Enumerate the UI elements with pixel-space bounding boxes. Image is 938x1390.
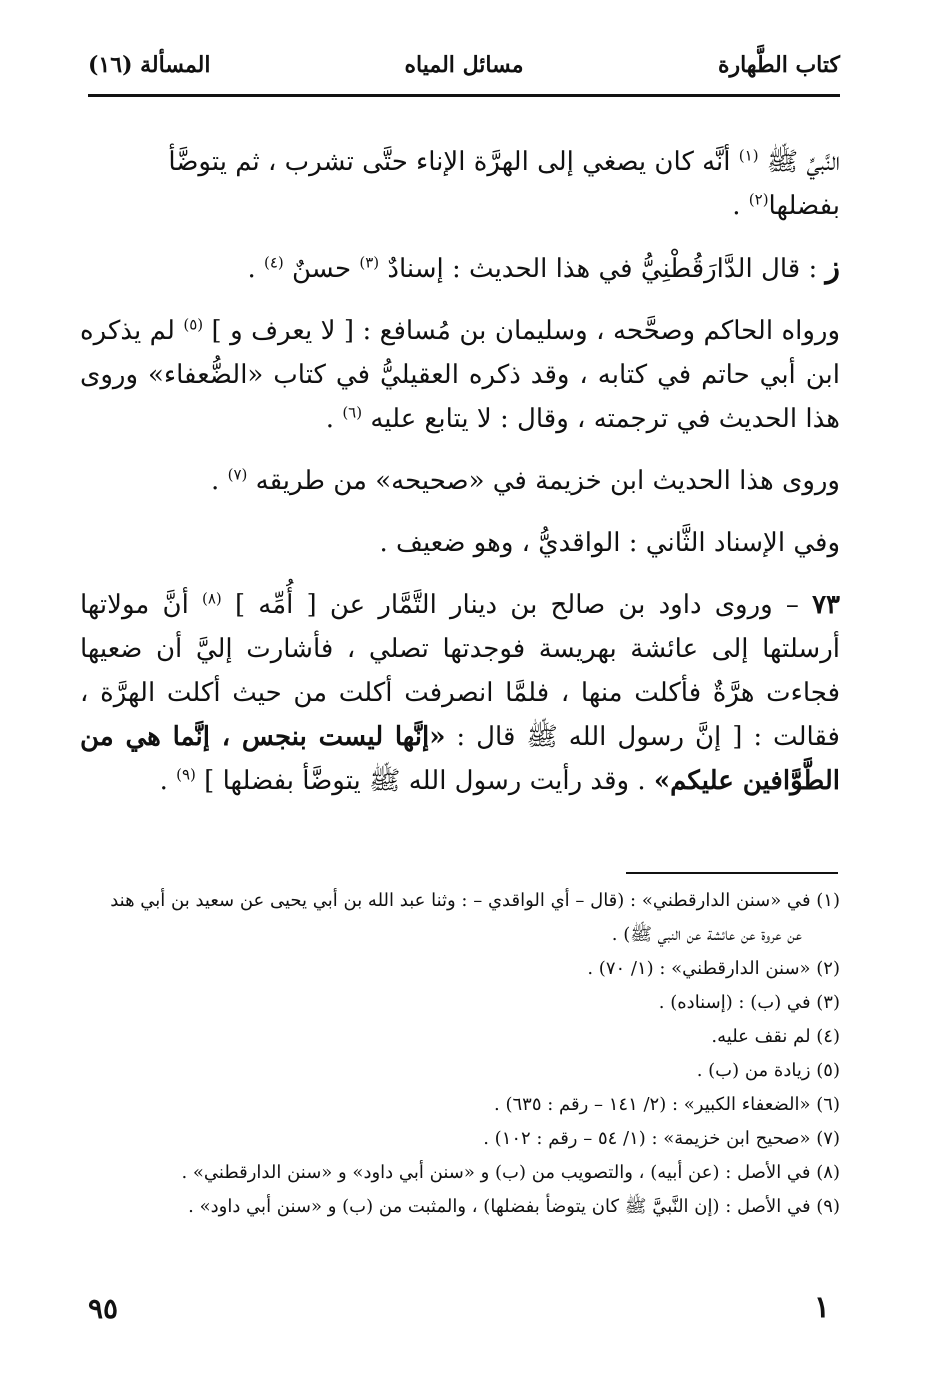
text-run: . <box>325 404 343 434</box>
paragraph-4 <box>80 459 840 503</box>
paragraph-6 <box>80 583 840 803</box>
footnote-5: (٥) زيادة من (ب) . <box>696 1060 840 1081</box>
text-run: ورواه الحاكم وصحَّحه ، وسليمان بن مُسافع : [ لا يعرف و ] <box>203 316 841 346</box>
footnote-ref-6: (٦) <box>342 403 363 422</box>
paragraph-2 <box>80 246 840 291</box>
text-run: وروى هذا الحديث ابن خزيمة في «صحيحه» من طريقه <box>247 466 840 496</box>
header-rule <box>88 94 840 97</box>
hadith-quote: «إنَّها ليست بنجس ، إنَّما هي من الطَّوَّافين عليكم» <box>80 722 840 796</box>
text-run: . <box>159 766 177 796</box>
text-run: . وقد رأيت رسول الله ﷺ يتوضَّأ بفضلها ] <box>195 766 654 796</box>
footnote-ref-5: (٥) <box>183 315 204 334</box>
hadith-number: ٧٣ <box>812 590 840 620</box>
paragraph-1 <box>80 140 840 228</box>
spacer <box>80 441 840 459</box>
footnote-rule <box>626 872 838 874</box>
footnote-ref-8: (٨) <box>202 589 222 608</box>
footnote-7: (٧) «صحيح ابن خزيمة» : (١/ ٥٤ – رقم : ١٠٢) . <box>483 1128 840 1149</box>
footnote-8: (٨) في الأصل : (عن أبيه) ، والتصويب من (ب) و «سنن أبي داود» و «سنن الدارقطني» . <box>181 1162 840 1183</box>
main-text <box>80 140 840 803</box>
spacer <box>80 503 840 521</box>
text-run: . <box>211 466 228 496</box>
spacer <box>80 565 840 583</box>
footnote-ref-1: (١) <box>738 146 759 165</box>
footnote-6: (٦) «الضعفاء الكبير» : (٢/ ١٤١ – رقم : ٦٣٥) . <box>494 1094 840 1115</box>
footnote-ref-3: (٣) <box>359 253 380 272</box>
footnote-ref-7: (٧) <box>227 465 248 484</box>
signature-mark: ١ <box>813 1290 830 1325</box>
text-run: بفضلها <box>768 191 840 221</box>
text-run: النَّبيِّ ﷺ <box>758 147 840 177</box>
book-title: كتاب الطَّهارة <box>717 52 840 78</box>
issue-label: المسألة (١٦) <box>88 52 211 78</box>
text-run: أنَّ مولاتها أرسلتها إلى عائشة بهريسة فوجدتها تصلي ، فأشارت إليَّ أن ضعيها فجاءت هرَّةٌ فأكلت منها ، فلمَّا انصرفت أكلت من حيث أكلت الهرَّة ، فقالت : [ إنَّ رسول الله ﷺ قال : <box>80 590 840 752</box>
footnote-4: (٤) لم نقف عليه. <box>711 1026 840 1047</box>
footnote-3: (٣) في (ب) : (إسناده) . <box>658 992 840 1013</box>
footnote-ref-4: (٤) <box>263 253 284 272</box>
section-marker: ز <box>825 250 840 285</box>
footnote-9: (٩) في الأصل : (إن النَّبيَّ ﷺ كان يتوضأ بفضلها) ، والمثبت من (ب) و «سنن أبي داود» . <box>188 1196 840 1217</box>
running-header <box>88 52 840 92</box>
text-run: : قال الدَّارَقُطْنِيُّ في هذا الحديث : إسنادٌ <box>379 254 826 284</box>
footnote-1: (١) في «سنن الدارقطني» : (قال – أي الواقدي – : وثنا عبد الله بن أبي يحيى عن سعيد بن أبي هند <box>110 890 840 911</box>
footnotes <box>80 884 840 1224</box>
chapter-title: مسائل المياه <box>404 52 524 78</box>
text-run: أنَّه كان يصغي إلى الهرَّة الإناء حتَّى تشرب ، ثم يتوضَّأ <box>168 147 739 177</box>
spacer <box>80 291 840 309</box>
text-run: حسنٌ <box>283 254 360 284</box>
text-run: لم يذكره ابن أبي حاتم في كتابه ، وقد ذكره العقيليُّ في كتاب «الضُّعفاء» وروى هذا الحديث في ترجمته ، وقال : لا يتابع عليه <box>80 316 840 434</box>
text-run: – وروى داود بن صالح بن دينار التَّمَّار عن [ أُمِّه ] <box>221 590 813 620</box>
footnote-ref-9: (٩) <box>176 765 196 784</box>
footnote-ref-2: (٢) <box>748 190 769 209</box>
page-number: ٩٥ <box>88 1292 119 1325</box>
paragraph-3 <box>80 309 840 441</box>
footnote-1-continued: عن عروة عن عائشة عن النبي ﷺ) . <box>611 924 802 945</box>
paragraph-5: وفي الإسناد الثَّاني : الواقديُّ ، وهو ضعيف . <box>379 528 840 558</box>
text-run: . <box>732 191 749 221</box>
footnote-2: (٢) «سنن الدارقطني» : (١/ ٧٠) . <box>587 958 840 979</box>
text-run: . <box>247 254 264 284</box>
spacer <box>80 228 840 246</box>
